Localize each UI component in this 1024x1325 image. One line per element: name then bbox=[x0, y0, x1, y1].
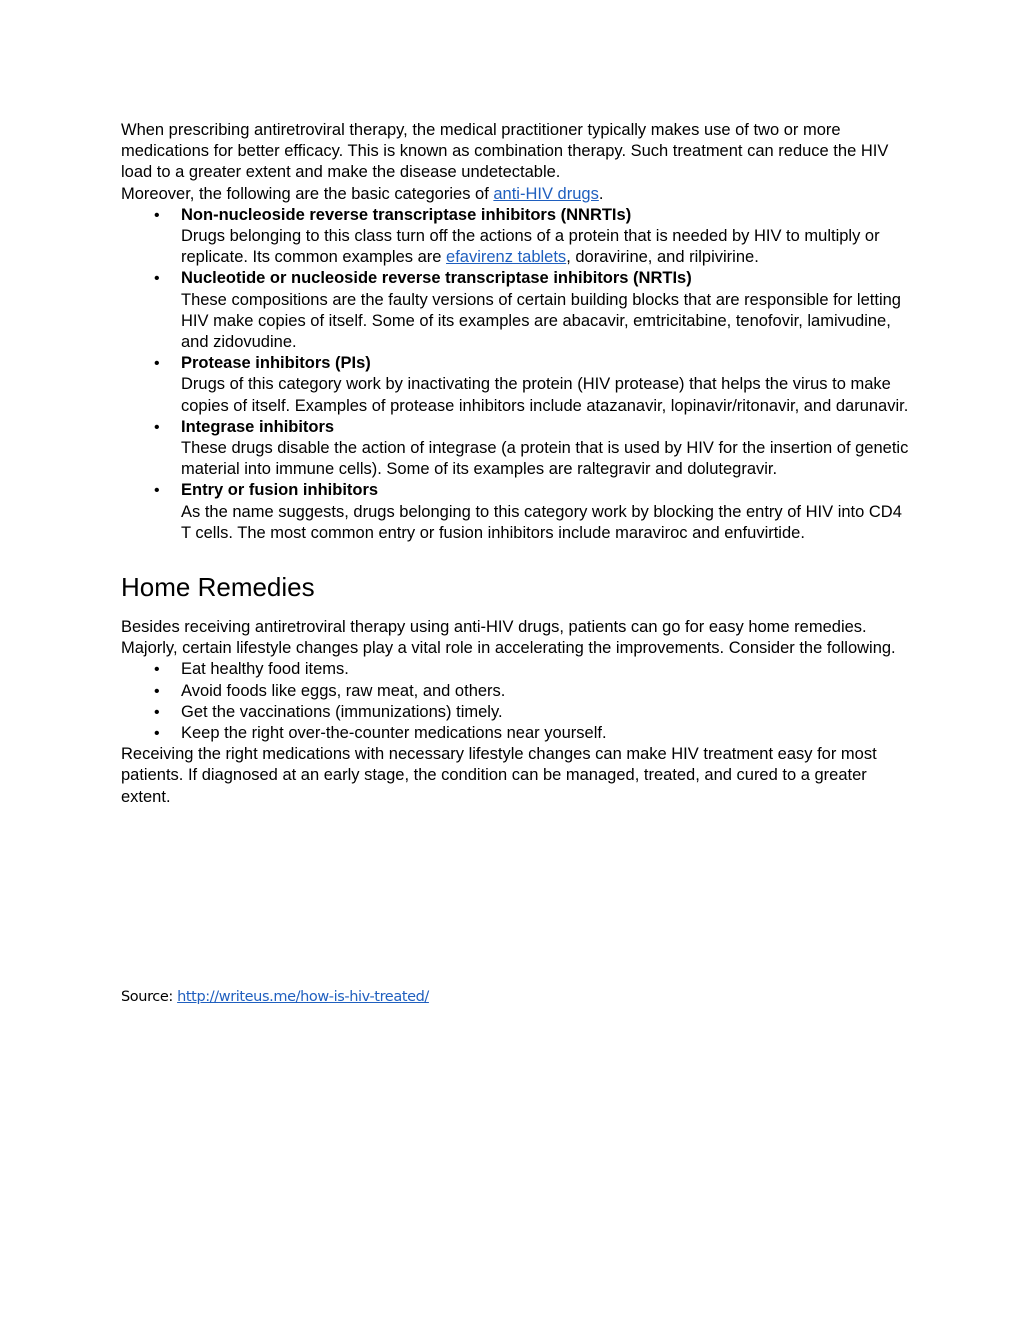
source-label: Source: bbox=[121, 989, 178, 1005]
entry-fusion-inhibitors-title: • Entry or fusion inhibitors bbox=[181, 481, 379, 500]
home-remedies-heading: Home Remedies bbox=[121, 572, 315, 603]
nrtis-description: These compositions are the faulty versions of certain building blocks that are responsible for letting HIV make copies of itself. Some of its examples are abacavir, emtricitabine, tenofovir, lamivudine, and zidovudine. bbox=[181, 290, 901, 352]
nnrtis-title: • Non-nucleoside reverse transcriptase inhibitors (NNRTIs) bbox=[181, 205, 632, 224]
efavirenz-tablets-link[interactable]: efavirenz tablets bbox=[446, 248, 567, 267]
entry-fusion-inhibitors-description: As the name suggests, drugs belonging to this category work by blocking the entry of HIV into CD4 T cells. The most common entry or fusion inhibitors include maraviroc and enfuvirtide. bbox=[181, 502, 902, 542]
list-item: • Keep the right over-the-counter medications near yourself. bbox=[121, 723, 911, 744]
list-item: • Avoid foods like eggs, raw meat, and others. bbox=[121, 681, 911, 702]
list-item: • Eat healthy food items. bbox=[121, 659, 911, 680]
intro-categories-period: . bbox=[598, 184, 604, 203]
source-line bbox=[121, 987, 429, 1007]
list-item: • Get the vaccinations (immunizations) timely. bbox=[121, 702, 911, 723]
nnrtis-desc-text: Drugs belonging to this class turn off the actions of a protein that is needed by HIV to multiply or replicate. Its common examples are bbox=[181, 227, 880, 267]
home-remedies-list bbox=[121, 659, 911, 744]
list-item-protease-inhibitors bbox=[121, 353, 911, 417]
protease-inhibitors-description: Drugs of this category work by inactivating the protein (HIV protease) that helps the virus to make copies of itself. Examples of protease inhibitors include atazanavir, lopinavir/ritonavir, and darunavir. bbox=[181, 375, 909, 415]
integrase-inhibitors-description: These drugs disable the action of integrase (a protein that is used by HIV for the insertion of genetic material into immune cells). Some of its examples are raltegravir and dolutegravir. bbox=[181, 439, 909, 479]
list-item-nrtis bbox=[121, 268, 911, 353]
protease-inhibitors-title: • Protease inhibitors (PIs) bbox=[181, 354, 371, 373]
list-item-integrase-inhibitors bbox=[121, 417, 911, 481]
nnrtis-desc-tail: , doravirine, and rilpivirine. bbox=[566, 248, 759, 267]
intro-categories-line bbox=[121, 184, 911, 205]
conclusion-paragraph: Receiving the right medications with necessary lifestyle changes can make HIV treatment easy for most patients. If diagnosed at an early stage, the condition can be managed, treated, and cured to a greater extent. bbox=[121, 745, 877, 806]
nnrtis-description bbox=[181, 226, 911, 268]
home-remedies-intro: Besides receiving antiretroviral therapy using anti-HIV drugs, patients can go for easy home remedies. Majorly, certain lifestyle changes play a vital role in accelerating the improvements. Consider the following. bbox=[121, 618, 896, 658]
nrtis-title: • Nucleotide or nucleoside reverse transcriptase inhibitors (NRTIs) bbox=[181, 269, 692, 288]
list-item-entry-fusion-inhibitors bbox=[121, 480, 911, 544]
anti-hiv-drugs-link[interactable]: anti-HIV drugs bbox=[493, 184, 599, 203]
source-url-link[interactable]: http://writeus.me/how-is-hiv-treated/ bbox=[177, 989, 429, 1005]
drug-categories-list bbox=[121, 205, 911, 544]
document-body bbox=[121, 120, 911, 808]
list-item-nnrtis bbox=[121, 205, 911, 269]
intro-categories-text: Moreover, the following are the basic categories of bbox=[121, 184, 494, 203]
intro-paragraph: When prescribing antiretroviral therapy, the medical practitioner typically makes use of two or more medications for better efficacy. This is known as combination therapy. Such treatment can reduce the HIV load to a greater extent and make the disease undetectable. bbox=[121, 121, 889, 182]
integrase-inhibitors-title: • Integrase inhibitors bbox=[181, 417, 335, 436]
